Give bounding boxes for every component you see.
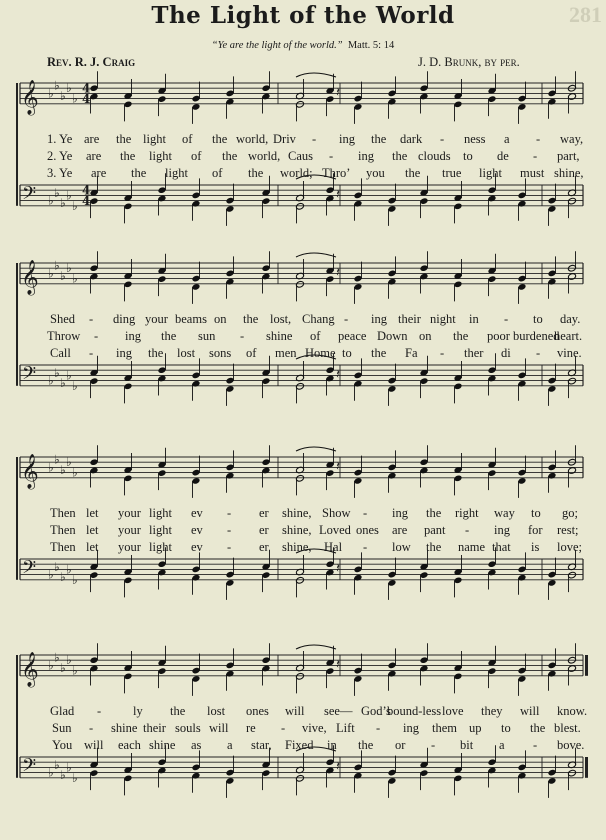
- lyric-syllable: light: [165, 166, 188, 180]
- lyric-syllable: right: [455, 506, 479, 520]
- lyric-syllable: your: [118, 506, 141, 520]
- lyric-syllable: Sun: [52, 721, 72, 735]
- final-barline: [585, 757, 588, 778]
- lyric-syllable: ev: [191, 506, 203, 520]
- flat-key-signature: ♭: [60, 570, 66, 585]
- lyric-syllable: on: [419, 329, 432, 343]
- flat-key-signature: ♭: [54, 365, 60, 380]
- tie-arc: [296, 73, 336, 77]
- lyric-syllable: ev: [191, 523, 203, 537]
- lyric-syllable: world,: [248, 149, 281, 163]
- lyric-syllable: Hal: [324, 540, 343, 554]
- lyric-syllable: you: [366, 166, 385, 180]
- flat-key-signature: ♭: [72, 663, 78, 678]
- lyric-syllable: pant: [424, 523, 446, 537]
- rest-icon: 𝄽: [336, 459, 340, 475]
- lyric-syllable: ing: [392, 506, 408, 520]
- flat-key-signature: ♭: [48, 460, 54, 475]
- lyric-syllable: Chang: [302, 312, 335, 326]
- lyric-syllable: -: [376, 721, 381, 735]
- lyric-syllable: the: [453, 329, 469, 343]
- page-number: 281: [569, 2, 602, 27]
- lyric-syllable: ther: [464, 346, 484, 360]
- lyric-syllable: -: [533, 738, 538, 752]
- lyric-syllable: a: [499, 738, 505, 752]
- lyric-syllable: go;: [562, 506, 578, 520]
- time-signature-bottom: 4: [82, 91, 91, 106]
- lyric-syllable: ing: [125, 329, 141, 343]
- lyric-line: [0, 506, 606, 522]
- lyric-syllable: a: [227, 738, 233, 752]
- lyric-syllable: in: [469, 312, 479, 326]
- lyric-syllable: love;: [557, 540, 582, 554]
- lyric-syllable: to: [533, 312, 543, 326]
- lyric-syllable: ness: [464, 132, 486, 146]
- lyric-syllable: ing: [358, 149, 374, 163]
- lyric-syllable: -: [227, 523, 232, 537]
- lyric-syllable: -: [329, 149, 334, 163]
- tie-arc: [296, 645, 336, 649]
- lyric-syllable: let: [86, 523, 99, 537]
- flat-key-signature: ♭: [48, 567, 54, 582]
- flat-key-signature: ♭: [72, 271, 78, 286]
- flat-key-signature: ♭: [72, 770, 78, 785]
- lyric-syllable: day.: [560, 312, 581, 326]
- flat-key-signature: ♭: [48, 765, 54, 780]
- lyric-syllable: world,: [236, 132, 269, 146]
- lyric-syllable: Thro’: [322, 166, 351, 180]
- composer-name: J. D. Brunk,: [418, 55, 482, 69]
- lyricist-credit: Rev. R. J. Craig: [47, 55, 136, 69]
- lyric-syllable: the: [170, 704, 186, 718]
- lyric-syllable: are: [86, 149, 102, 163]
- lyric-syllable: Fa: [405, 346, 418, 360]
- lyric-syllable: the: [116, 132, 132, 146]
- lyric-syllable: lost: [177, 346, 196, 360]
- flat-key-signature: ♭: [66, 81, 72, 96]
- lyric-syllable: the: [248, 166, 264, 180]
- lyric-syllable: the: [131, 166, 147, 180]
- lyric-syllable: sons: [209, 346, 232, 360]
- flat-key-signature: ♭: [54, 185, 60, 200]
- time-signature-top: 4: [82, 81, 91, 96]
- lyric-syllable: Then: [50, 540, 76, 554]
- flat-key-signature: ♭: [48, 373, 54, 388]
- hymn-title: The Light of the World: [151, 2, 455, 29]
- flat-key-signature: ♭: [66, 188, 72, 203]
- lyric-syllable: way: [494, 506, 515, 520]
- lyric-syllable: lost: [207, 704, 226, 718]
- lyric-syllable: peace: [338, 329, 367, 343]
- lyric-syllable: light: [149, 540, 172, 554]
- lyric-syllable: de: [497, 149, 509, 163]
- flat-key-signature: ♭: [66, 760, 72, 775]
- lyric-syllable: will: [520, 704, 540, 718]
- treble-clef-icon: 𝄞: [21, 453, 39, 489]
- lyric-syllable: dark: [400, 132, 423, 146]
- lyric-syllable: -: [440, 132, 445, 146]
- lyric-syllable: -: [504, 312, 509, 326]
- lyric-syllable: bound-less: [387, 704, 442, 718]
- permission-note: by per.: [484, 55, 520, 69]
- lyric-syllable: the: [358, 738, 374, 752]
- rest-icon: 𝄽: [336, 265, 340, 281]
- flat-key-signature: ♭: [54, 559, 60, 574]
- flat-key-signature: ♭: [72, 198, 78, 213]
- lyric-line: [0, 346, 606, 362]
- lyric-syllable: Driv: [273, 132, 296, 146]
- flat-key-signature: ♭: [60, 661, 66, 675]
- lyric-syllable: to: [342, 346, 352, 360]
- lyric-syllable: up: [469, 721, 482, 735]
- lyric-syllable: Home: [305, 346, 336, 360]
- lyric-syllable: the: [371, 132, 387, 146]
- lyric-syllable: the: [222, 149, 238, 163]
- bass-clef-icon: 𝄢: [22, 557, 37, 583]
- lyric-syllable: vive,: [302, 721, 327, 735]
- lyric-syllable: -: [440, 346, 445, 360]
- lyric-syllable: their: [398, 312, 421, 326]
- lyric-syllable: shine,: [282, 506, 312, 520]
- lyric-syllable: their: [143, 721, 166, 735]
- lyric-syllable: shine: [149, 738, 176, 752]
- flat-key-signature: ♭: [66, 261, 72, 276]
- lyric-syllable: shine: [266, 329, 293, 343]
- lyric-syllable: -: [431, 738, 436, 752]
- lyric-syllable: er: [259, 506, 269, 520]
- lyric-syllable: to: [463, 149, 473, 163]
- lyric-syllable: 3. Ye: [47, 166, 73, 180]
- lyric-syllable: -: [89, 346, 94, 360]
- lyric-syllable: each: [118, 738, 141, 752]
- lyric-syllable: vine.: [557, 346, 582, 360]
- tie-arc: [296, 447, 336, 451]
- lyric-syllable: the: [243, 312, 259, 326]
- tie-arc: [296, 253, 336, 257]
- lyric-syllable: lost,: [270, 312, 292, 326]
- lyric-syllable: God’s: [361, 704, 391, 718]
- lyric-syllable: the: [161, 329, 177, 343]
- flat-key-signature: ♭: [60, 196, 66, 211]
- lyric-syllable: poor: [487, 329, 510, 343]
- lyric-syllable: -: [240, 329, 245, 343]
- final-barline: [585, 655, 588, 676]
- lyric-syllable: in: [327, 738, 337, 752]
- lyric-syllable: Shed: [50, 312, 75, 326]
- lyric-syllable: Call: [50, 346, 71, 360]
- lyric-syllable: sun: [198, 329, 216, 343]
- lyric-syllable: Then: [50, 523, 76, 537]
- flat-key-signature: ♭: [72, 572, 78, 587]
- lyric-syllable: see—: [324, 704, 353, 718]
- flat-key-signature: ♭: [48, 266, 54, 281]
- flat-key-signature: ♭: [66, 562, 72, 577]
- lyric-syllable: on: [214, 312, 227, 326]
- lyric-syllable: shine,: [554, 166, 584, 180]
- flat-key-signature: ♭: [48, 86, 54, 101]
- lyric-syllable: light: [149, 149, 172, 163]
- lyric-syllable: burdened: [513, 329, 560, 343]
- lyric-syllable: beams: [175, 312, 207, 326]
- lyric-syllable: rest;: [557, 523, 579, 537]
- lyric-syllable: or: [395, 738, 406, 752]
- lyric-syllable: 1. Ye: [47, 132, 73, 146]
- lyric-syllable: will: [285, 704, 305, 718]
- lyric-syllable: -: [312, 132, 317, 146]
- lyric-syllable: -: [281, 721, 286, 735]
- lyric-syllable: the: [148, 346, 164, 360]
- flat-key-signature: ♭: [66, 368, 72, 383]
- flat-key-signature: ♭: [60, 463, 66, 477]
- flat-key-signature: ♭: [60, 376, 66, 391]
- lyric-syllable: blest.: [554, 721, 581, 735]
- lyric-syllable: let: [86, 540, 99, 554]
- lyric-syllable: Down: [377, 329, 408, 343]
- lyric-syllable: to: [531, 506, 541, 520]
- lyric-syllable: light: [143, 132, 166, 146]
- flat-key-signature: ♭: [72, 465, 78, 480]
- lyric-syllable: ly: [133, 704, 143, 718]
- lyric-syllable: ing: [494, 523, 510, 537]
- lyric-syllable: let: [86, 506, 99, 520]
- lyric-syllable: are: [84, 132, 100, 146]
- lyric-syllable: er: [259, 523, 269, 537]
- scripture-reference: Matt. 5: 14: [347, 40, 395, 51]
- lyric-syllable: -: [227, 506, 232, 520]
- lyric-syllable: ones: [356, 523, 379, 537]
- lyric-syllable: 2. Ye: [47, 149, 73, 163]
- lyric-syllable: -: [344, 312, 349, 326]
- lyric-syllable: Then: [50, 506, 76, 520]
- lyric-line: [0, 704, 606, 720]
- lyric-syllable: as: [191, 738, 202, 752]
- lyric-line: [0, 523, 606, 539]
- time-signature-top: 4: [82, 183, 91, 198]
- lyric-syllable: true: [442, 166, 462, 180]
- lyric-syllable: part,: [557, 149, 580, 163]
- lyric-syllable: Loved: [319, 523, 351, 537]
- lyric-syllable: -: [97, 704, 102, 718]
- lyric-syllable: -: [536, 346, 541, 360]
- rest-icon: 𝄽: [336, 187, 340, 203]
- rest-icon: 𝄽: [336, 367, 340, 383]
- lyric-syllable: name: [458, 540, 486, 554]
- lyric-line: [0, 149, 606, 165]
- lyric-syllable: of: [191, 149, 202, 163]
- lyric-syllable: -: [363, 540, 368, 554]
- time-signature-bottom: 4: [82, 193, 91, 208]
- lyric-syllable: that: [492, 540, 511, 554]
- lyric-syllable: shine,: [282, 523, 312, 537]
- lyric-syllable: the: [392, 149, 408, 163]
- lyric-syllable: ev: [191, 540, 203, 554]
- lyric-syllable: world;: [280, 166, 313, 180]
- lyric-syllable: for: [528, 523, 543, 537]
- lyric-syllable: ing: [339, 132, 355, 146]
- flat-key-signature: ♭: [60, 768, 66, 783]
- flat-key-signature: ♭: [72, 91, 78, 106]
- rest-icon: 𝄽: [336, 85, 340, 101]
- flat-key-signature: ♭: [60, 269, 66, 283]
- rest-icon: 𝄽: [336, 759, 340, 775]
- bass-clef-icon: 𝄢: [22, 363, 37, 389]
- lyric-syllable: low: [392, 540, 411, 554]
- lyric-syllable: your: [118, 523, 141, 537]
- scripture-quote: “Ye are the light of the world.”: [211, 40, 343, 51]
- lyric-syllable: er: [259, 540, 269, 554]
- lyric-syllable: them: [432, 721, 457, 735]
- lyric-syllable: they: [481, 704, 503, 718]
- lyric-syllable: the: [212, 132, 228, 146]
- lyric-syllable: shine,: [282, 540, 312, 554]
- lyric-syllable: of: [212, 166, 223, 180]
- lyric-syllable: Fixed: [285, 738, 314, 752]
- lyric-syllable: light: [149, 523, 172, 537]
- lyric-line: [0, 166, 606, 182]
- lyric-syllable: light: [149, 506, 172, 520]
- lyric-syllable: ding: [113, 312, 136, 326]
- lyric-syllable: ing: [371, 312, 387, 326]
- lyric-line: [0, 312, 606, 328]
- lyric-syllable: -: [533, 149, 538, 163]
- lyric-syllable: Caus: [288, 149, 313, 163]
- lyric-syllable: -: [89, 721, 94, 735]
- lyric-syllable: know.: [557, 704, 588, 718]
- lyric-syllable: ones: [246, 704, 269, 718]
- lyric-syllable: -: [94, 329, 99, 343]
- lyric-syllable: love: [442, 704, 464, 718]
- lyric-syllable: the: [405, 166, 421, 180]
- lyric-syllable: heart.: [554, 329, 583, 343]
- lyric-syllable: are: [91, 166, 107, 180]
- lyric-syllable: -: [227, 540, 232, 554]
- lyric-syllable: light: [479, 166, 502, 180]
- lyric-syllable: -: [89, 312, 94, 326]
- lyric-syllable: -: [536, 132, 541, 146]
- lyric-syllable: the: [426, 506, 442, 520]
- flat-key-signature: ♭: [54, 650, 60, 665]
- flat-key-signature: ♭: [48, 193, 54, 208]
- lyric-syllable: the: [120, 149, 136, 163]
- lyric-line: [0, 738, 606, 754]
- bass-clef-icon: 𝄢: [22, 755, 37, 781]
- lyric-syllable: men: [275, 346, 297, 360]
- lyric-line: [0, 132, 606, 148]
- lyric-syllable: will: [84, 738, 104, 752]
- lyric-syllable: ing: [403, 721, 419, 735]
- treble-clef-icon: 𝄞: [21, 651, 39, 687]
- lyric-syllable: -: [465, 523, 470, 537]
- lyric-syllable: Glad: [50, 704, 75, 718]
- lyric-syllable: the: [530, 721, 546, 735]
- lyric-syllable: night: [430, 312, 456, 326]
- lyric-syllable: to: [501, 721, 511, 735]
- lyric-syllable: way,: [560, 132, 584, 146]
- lyric-syllable: is: [531, 540, 540, 554]
- lyric-syllable: of: [310, 329, 321, 343]
- rest-icon: 𝄽: [336, 657, 340, 673]
- flat-key-signature: ♭: [54, 78, 60, 93]
- flat-key-signature: ♭: [66, 455, 72, 470]
- lyric-line: [0, 540, 606, 556]
- lyric-syllable: You: [52, 738, 73, 752]
- lyric-syllable: clouds: [418, 149, 451, 163]
- flat-key-signature: ♭: [60, 89, 66, 103]
- bass-clef-icon: 𝄢: [22, 183, 37, 209]
- lyric-syllable: star,: [251, 738, 272, 752]
- lyric-syllable: must: [520, 166, 545, 180]
- flat-key-signature: ♭: [54, 258, 60, 273]
- lyric-syllable: ing: [116, 346, 132, 360]
- lyric-syllable: souls: [175, 721, 201, 735]
- lyric-syllable: a: [504, 132, 510, 146]
- lyric-syllable: are: [392, 523, 408, 537]
- lyric-syllable: -: [363, 506, 368, 520]
- rest-icon: 𝄽: [336, 561, 340, 577]
- lyric-syllable: of: [182, 132, 193, 146]
- lyric-syllable: the: [371, 346, 387, 360]
- lyric-line: [0, 721, 606, 737]
- flat-key-signature: ♭: [48, 658, 54, 673]
- lyric-syllable: Lift: [336, 721, 355, 735]
- lyric-syllable: re: [246, 721, 256, 735]
- lyric-syllable: of: [246, 346, 257, 360]
- lyric-syllable: will: [209, 721, 229, 735]
- flat-key-signature: ♭: [54, 452, 60, 467]
- lyric-syllable: Show: [322, 506, 351, 520]
- lyric-syllable: Throw: [47, 329, 81, 343]
- lyric-syllable: the: [426, 540, 442, 554]
- lyric-syllable: bove.: [557, 738, 585, 752]
- lyric-syllable: your: [145, 312, 168, 326]
- lyric-syllable: your: [118, 540, 141, 554]
- treble-clef-icon: 𝄞: [21, 259, 39, 295]
- flat-key-signature: ♭: [72, 378, 78, 393]
- lyric-syllable: di: [501, 346, 511, 360]
- lyric-syllable: bit: [460, 738, 474, 752]
- lyric-line: [0, 329, 606, 345]
- flat-key-signature: ♭: [54, 757, 60, 772]
- lyric-syllable: shine: [111, 721, 138, 735]
- treble-clef-icon: 𝄞: [21, 79, 39, 115]
- flat-key-signature: ♭: [66, 653, 72, 668]
